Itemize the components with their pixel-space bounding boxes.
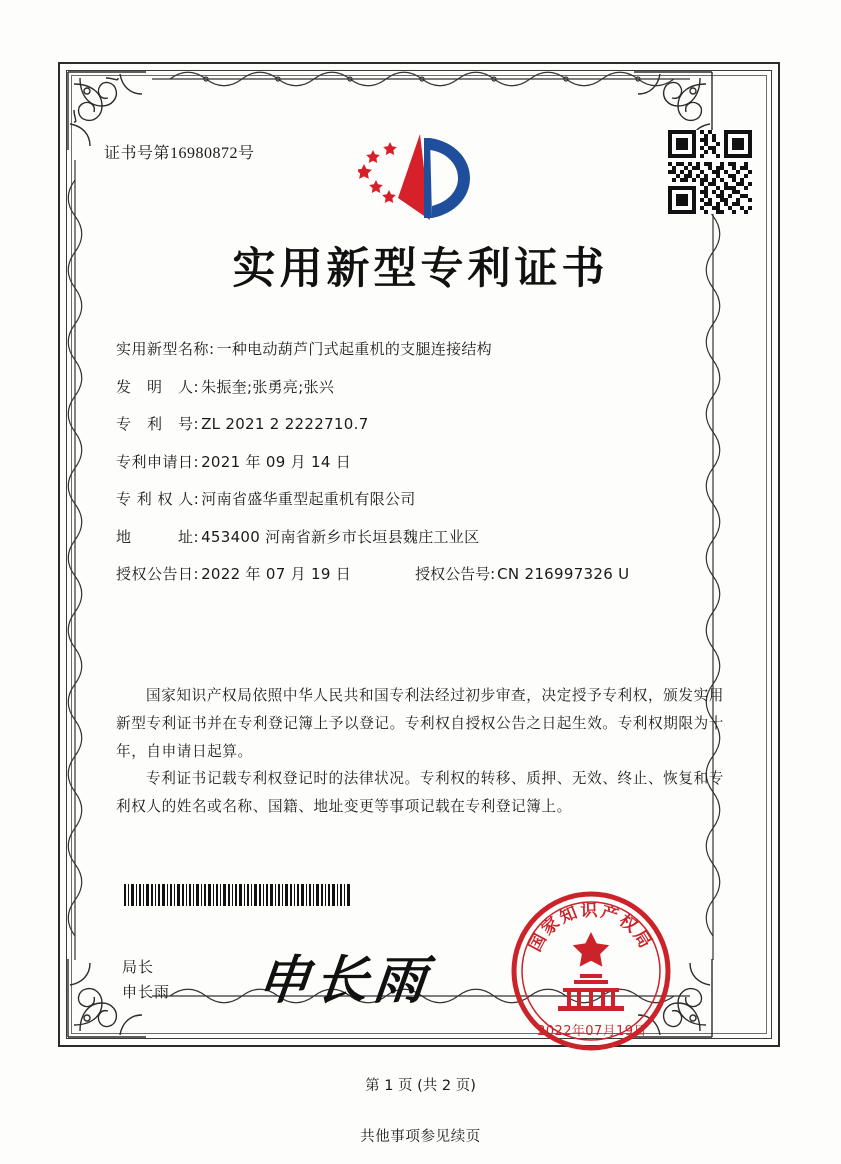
legal-paragraph-1: 国家知识产权局依照中华人民共和国专利法经过初步审查，决定授予专利权，颁发实用新型专利证书并在专利登记簿上予以登记。专利权自授权公告之日起生效。专利权期限为十年，自申请日起算。 [116, 687, 724, 760]
svg-text:知: 知 [556, 902, 581, 928]
handwritten-signature: 申长雨 [254, 950, 435, 1011]
grant-date-label: 授权公告日: [116, 565, 200, 583]
field-row-patentee [116, 492, 736, 507]
svg-text:权: 权 [615, 910, 641, 937]
field-label: 实用新型名称: [116, 340, 215, 358]
field-label: 专利申请日: [116, 452, 200, 471]
grant-date-value: 2022 年 07 月 19 日 [201, 565, 352, 583]
svg-text:国: 国 [525, 930, 551, 956]
field-value: 453400 河南省新乡市长垣县魏庄工业区 [201, 527, 480, 546]
director-name-label: 申长雨 [122, 983, 171, 1001]
svg-text:识: 识 [580, 900, 598, 922]
field-row-grant-announcement [116, 567, 736, 582]
legal-paragraph-2: 专利证书记载专利权登记时的法律状况。专利权的转移、质押、无效、终止、恢复和专利权人的姓名或名称、国籍、地址变更等事项记载在专利登记簿上。 [116, 770, 724, 815]
edge-ornament-icon [152, 66, 690, 92]
svg-text:产: 产 [598, 901, 621, 927]
field-value: 朱振奎;张勇亮;张兴 [201, 377, 335, 396]
field-label: 地 址: [116, 527, 200, 546]
page-title: 实用新型专利证书 [232, 244, 609, 294]
field-list [116, 342, 736, 605]
signature-block [122, 955, 170, 1005]
page-indicator: 第 1 页 (共 2 页) [365, 1078, 476, 1094]
footnote: 共他事项参见续页 [360, 1129, 481, 1145]
field-label: 专 利 权 人: [116, 490, 200, 508]
field-value: ZL 2021 2 2222710.7 [201, 415, 369, 433]
field-row-patent-number [116, 417, 736, 432]
field-value: 一种电动葫芦门式起重机的支腿连接结构 [216, 340, 492, 358]
field-row-application-date [116, 452, 736, 471]
field-value: 2021 年 09 月 14 日 [201, 452, 352, 471]
field-row-inventor [116, 377, 736, 396]
field-label: 发 明 人: [116, 377, 200, 396]
field-row-utility-model-name [116, 342, 736, 357]
certificate-number: 证书号第16980872号 [104, 145, 255, 162]
svg-text:家: 家 [537, 913, 564, 940]
seal-date: 2022年07月19日 [537, 1024, 647, 1039]
qr-code [668, 130, 752, 214]
grant-number-label: 授权公告号: [415, 565, 496, 583]
barcode [124, 884, 352, 906]
grant-number-value: CN 216997326 U [497, 565, 630, 583]
field-row-address [116, 527, 736, 546]
field-value: 河南省盛华重型起重机有限公司 [201, 490, 416, 508]
director-title-label: 局长 [122, 958, 155, 976]
cnipa-logo-icon [358, 128, 488, 228]
svg-text:局: 局 [628, 926, 655, 952]
field-label: 专 利 号: [116, 415, 200, 433]
